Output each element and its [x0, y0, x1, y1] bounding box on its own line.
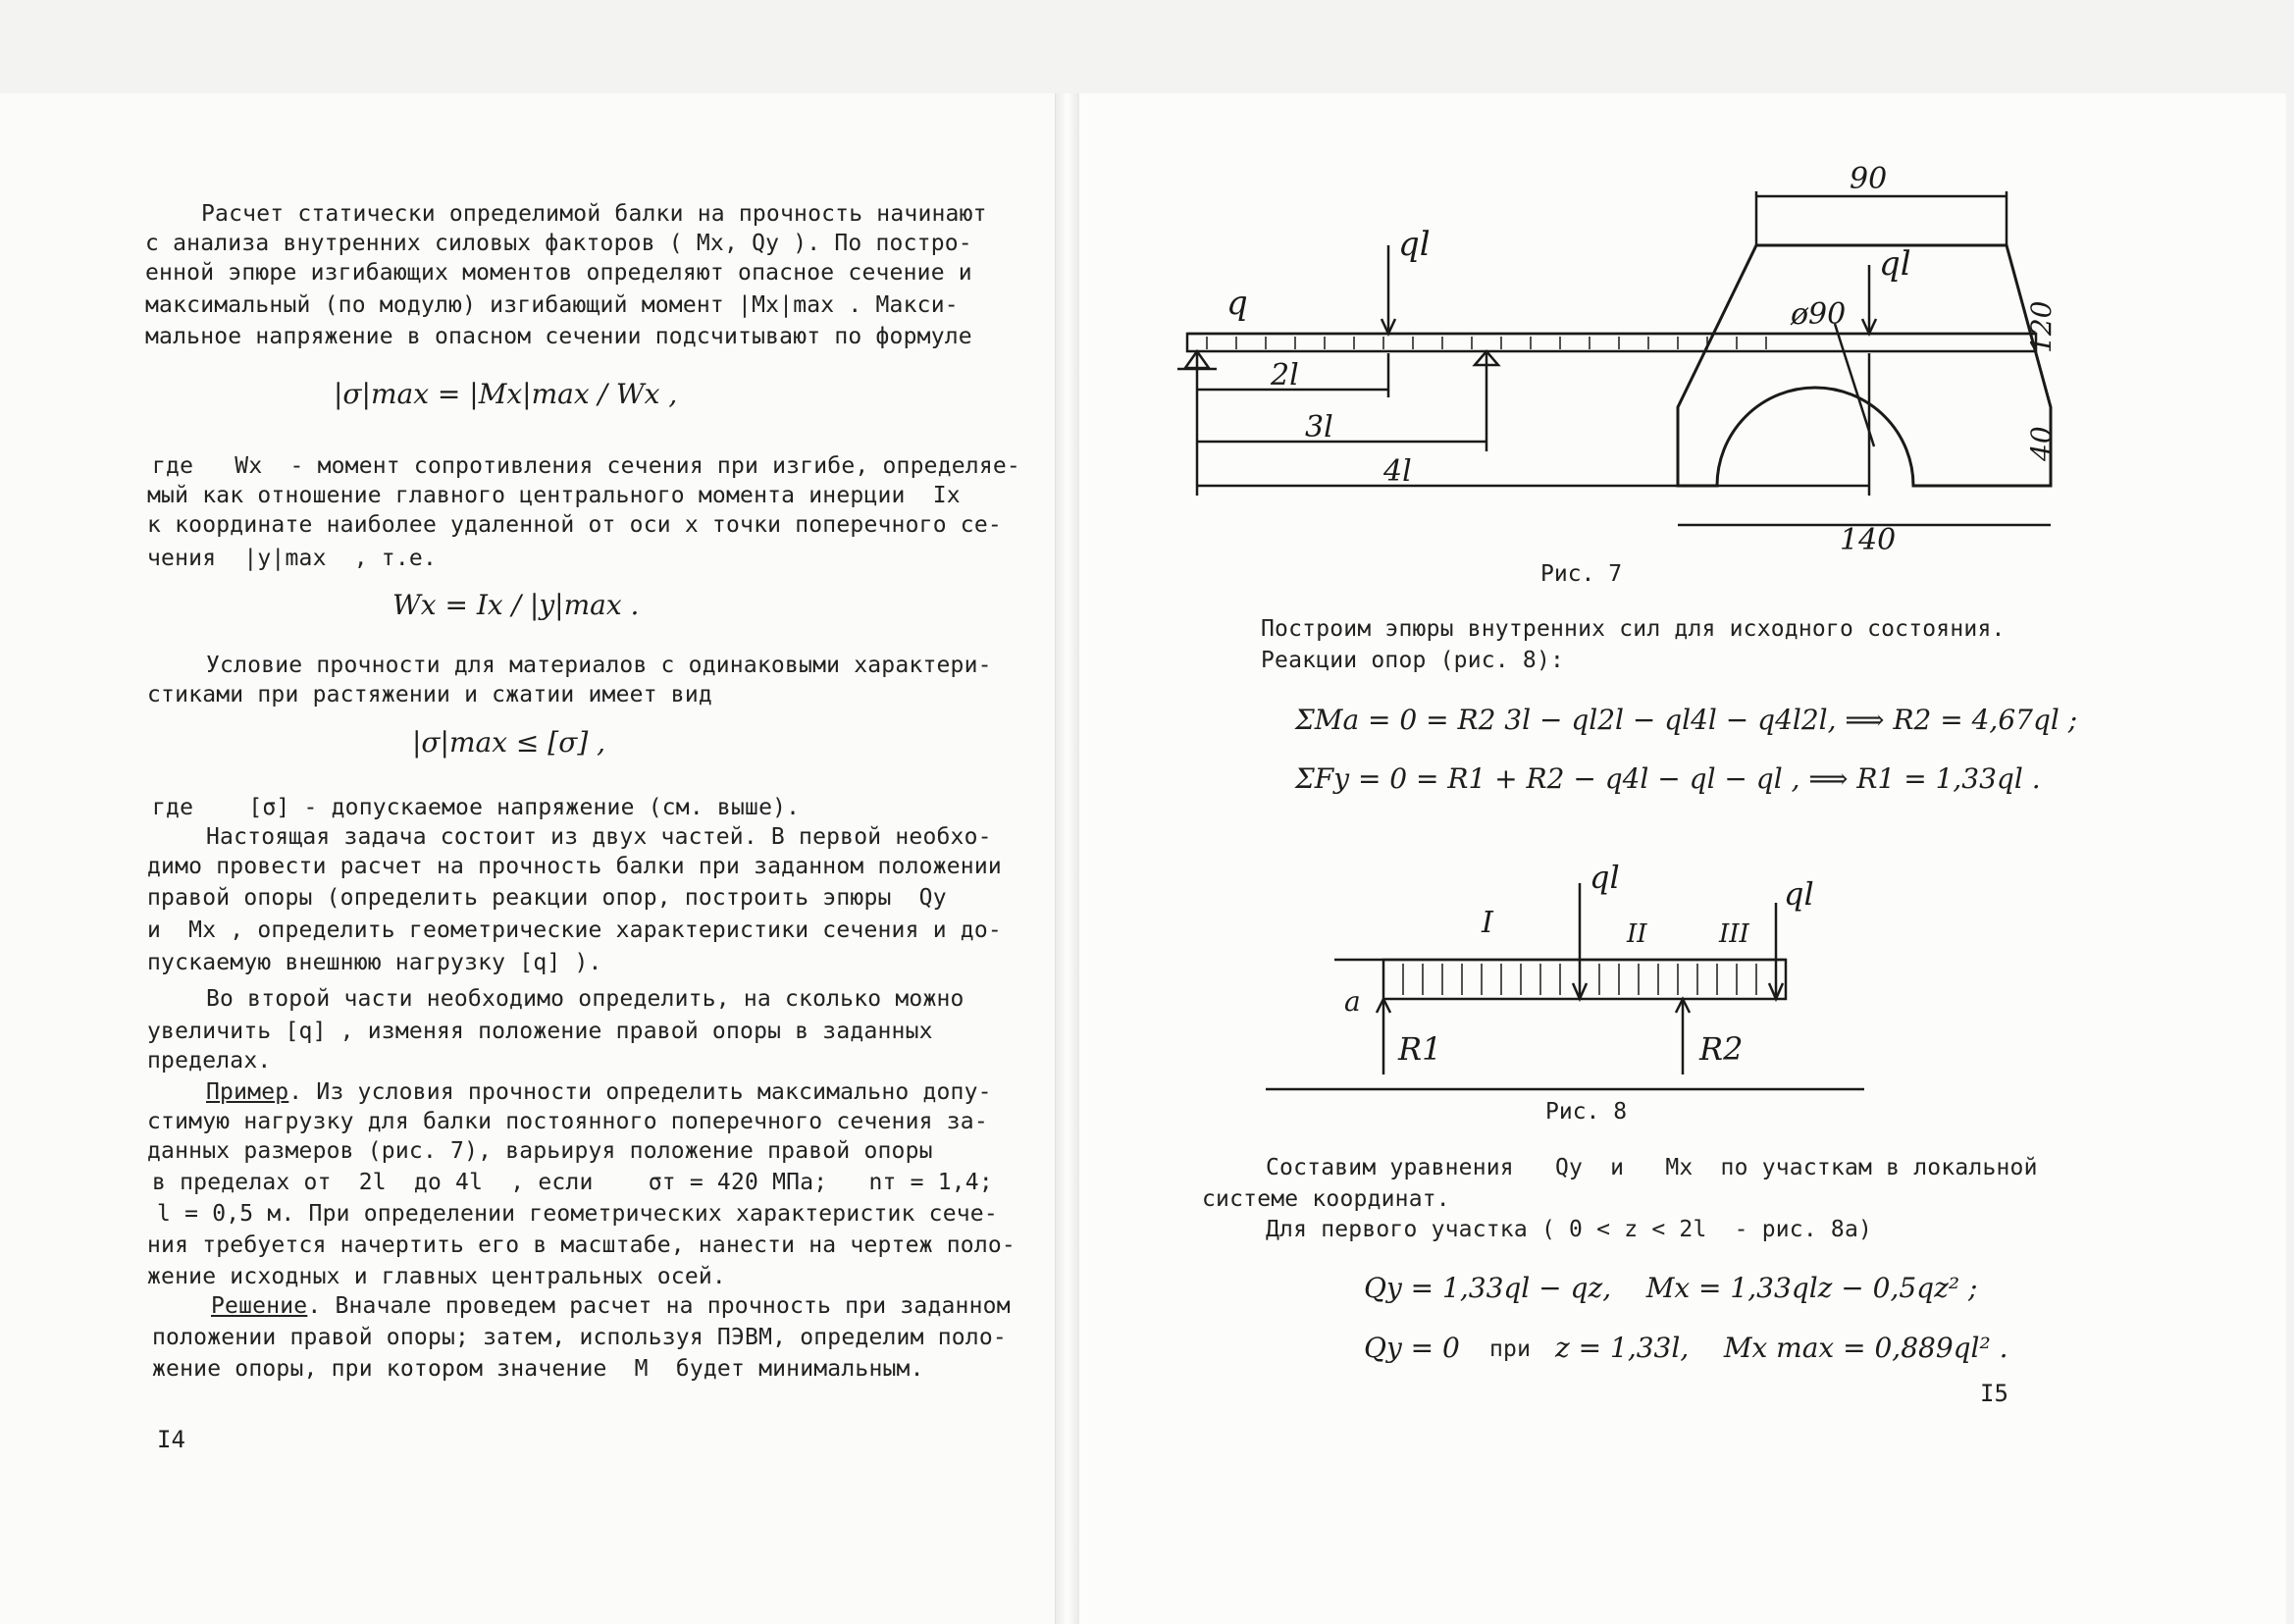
text-line: Условие прочности для материалов с одинаковыми характери- [206, 653, 992, 678]
equation-qy-zero: Qy = 0 [1364, 1332, 1460, 1364]
page-number-left: I4 [157, 1426, 185, 1453]
label-R2: R2 [1699, 1030, 1744, 1068]
label-120: 120 [2025, 300, 2058, 353]
text-line: в пределах от 2l до 4l , если σт = 420 МПа; nт = 1,4; [152, 1170, 993, 1195]
label-40: 40 [2025, 426, 2058, 461]
text-line: данных размеров (рис. 7), варьируя положение правой опоры [147, 1138, 933, 1164]
book-fold [1056, 93, 1079, 1624]
text-line: системе координат. [1202, 1186, 1450, 1212]
text-line: и Mx , определить геометрические характеристики сечения и до- [147, 917, 1002, 943]
text-line-example [206, 1079, 992, 1105]
text-line: жение опоры, при котором значение M будет минимальным. [152, 1356, 924, 1382]
beam [1187, 334, 2036, 351]
text-line: Настоящая задача состоит из двух частей. В первой необхо- [206, 824, 992, 850]
solution-text: . Вначале проведем расчет на прочность при заданном [307, 1293, 1011, 1319]
text-line: где [σ] - допускаемое напряжение (см. выше). [152, 795, 801, 820]
label-diameter-90: ø90 [1791, 297, 1847, 332]
text-line: к координате наиболее удаленной от оси x точки поперечного се- [147, 512, 1002, 538]
text-line: Для первого участка ( 0 < z < 2l - рис. 8а) [1266, 1217, 1873, 1242]
label-140: 140 [1840, 523, 1897, 557]
example-text: . Из условия прочности определить максимально допу- [288, 1079, 992, 1105]
label-2l: 2l [1271, 358, 1299, 393]
text-line: l = 0,5 м. При определении геометрических характеристик сече- [157, 1201, 998, 1227]
text-line: мальное напряжение в опасном сечении подсчитывают по формуле [145, 324, 972, 349]
text-at: при [1489, 1336, 1532, 1362]
formula-strength-condition: |σ|max ≤ [σ] , [412, 726, 606, 759]
solution-label: Решение [211, 1293, 308, 1319]
formula-section-modulus: Wx = Ix / |y|max . [392, 589, 640, 621]
figure-8-caption: Рис. 8 [1545, 1099, 1628, 1125]
text-line: жение исходных и главных центральных осей. [147, 1264, 726, 1289]
figure-7 [1168, 157, 2058, 559]
text-line: стимую нагрузку для балки постоянного поперечного сечения за- [147, 1109, 988, 1134]
text-line: где Wx - момент сопротивления сечения при изгибе, определяе- [152, 453, 1020, 479]
text-line: Составим уравнения Qy и Mx по участкам в локальной [1266, 1155, 2038, 1180]
label-R1: R1 [1398, 1030, 1442, 1068]
label-section-I: I [1482, 906, 1493, 940]
equation-force-sum: ΣFy = 0 = R1 + R2 − q4l − ql − ql , ⟹ R1 = 1,33ql . [1295, 762, 2041, 795]
text-line: правой опоры (определить реакции опор, построить эпюры Qy [147, 885, 947, 911]
label-section-II: II [1627, 919, 1647, 949]
text-line: мый как отношение главного центрального момента инерции Ix [147, 483, 961, 508]
beam-fig8 [1383, 960, 1786, 999]
figure-8 [1315, 844, 1903, 1099]
example-label: Пример [206, 1079, 289, 1105]
text-line: стиками при растяжении и сжатии имеет вид [147, 682, 712, 707]
text-line: Во второй части необходимо определить, на сколько можно [206, 986, 965, 1012]
text-line: увеличить [q] , изменяя положение правой опоры в заданных [147, 1019, 933, 1044]
page-number-right: I5 [1980, 1380, 2008, 1407]
text-line: положении правой опоры; затем, используя ПЭВМ, определим поло- [152, 1325, 1007, 1350]
label-ql-fig8-2: ql [1784, 875, 1814, 913]
text-line-solution [211, 1293, 1011, 1319]
label-ql-1: ql [1398, 225, 1431, 264]
text-line: чения |y|max , т.е. [147, 546, 437, 571]
label-ql-2: ql [1879, 244, 1911, 284]
text-line: енной эпюре изгибающих моментов определяют опасное сечение и [145, 260, 972, 286]
text-line: Расчет статически определимой балки на прочность начинают [201, 201, 987, 227]
text-line: Реакции опор (рис. 8): [1261, 648, 1565, 673]
equation-qy-mx: Qy = 1,33ql − qz, Mx = 1,33qlz − 0,5qz² ; [1364, 1272, 1978, 1304]
text-line: димо провести расчет на прочность балки при заданном положении [147, 854, 1002, 879]
text-line: максимальный (по модулю) изгибающий момент |Mx|max . Макси- [145, 292, 959, 318]
text-line: пускаемую внешнюю нагрузку [q] ). [147, 950, 602, 975]
equation-moment-sum: ΣMa = 0 = R2 3l − ql2l − ql4l − q4l2l, ⟹ R2 = 4,67ql ; [1295, 704, 2078, 736]
text-line: с анализа внутренних силовых факторов ( Mx, Qy ). По постро- [145, 231, 972, 256]
label-ql-fig8-1: ql [1590, 859, 1620, 896]
label-4l: 4l [1383, 454, 1412, 489]
cross-section-outline [1678, 245, 2051, 486]
equation-mx-max: z = 1,33l, Mx max = 0,889ql² . [1555, 1332, 2008, 1364]
label-a: a [1344, 985, 1361, 1018]
figure-7-caption: Рис. 7 [1540, 561, 1623, 587]
label-section-III: III [1719, 919, 1749, 949]
text-line: Построим эпюры внутренних сил для исходного состояния. [1261, 616, 2006, 642]
text-line: ния требуется начертить его в масштабе, нанести на чертеж поло- [147, 1232, 1016, 1258]
label-3l: 3l [1305, 410, 1333, 445]
label-q: q [1226, 284, 1248, 323]
text-line: пределах. [147, 1048, 272, 1074]
label-90: 90 [1850, 162, 1888, 196]
formula-max-stress: |σ|max = |Mx|max / Wx , [334, 378, 678, 410]
